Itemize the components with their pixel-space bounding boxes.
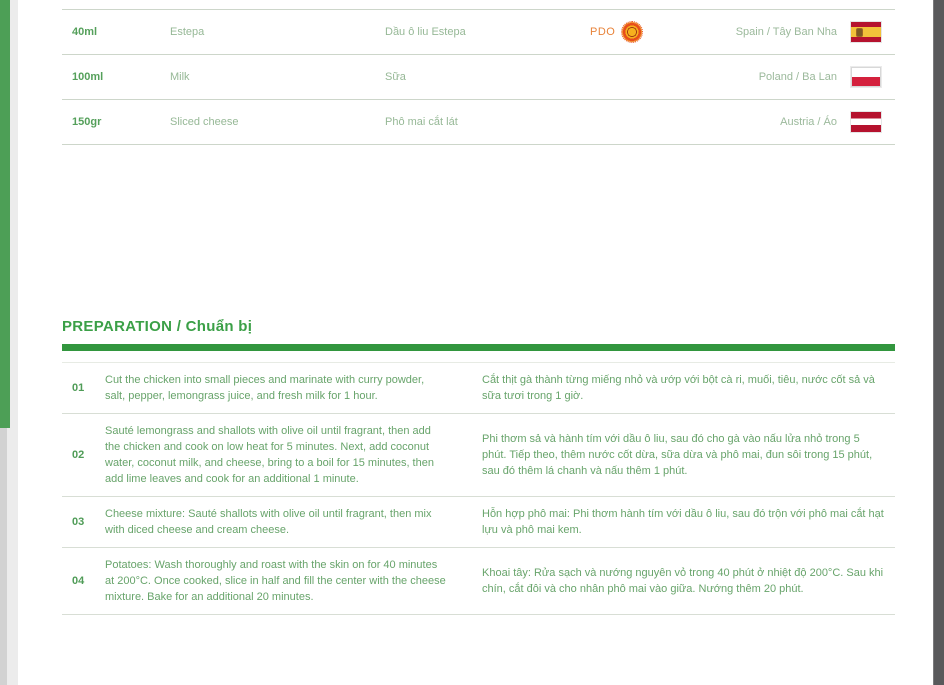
step-number: 03	[72, 516, 85, 528]
step-text-vi: Phi thơm sả và hành tím với dầu ô liu, sau đó cho gà vào nấu lửa nhỏ trong 5 phút. Tiếp theo, thêm nước cốt dừa, sữa dừa và phô mai, đun sôi trong 15 phút, sau đó thêm lá chanh và nấu thêm 1 phút.	[482, 433, 873, 477]
right-scrollbar[interactable]	[933, 0, 944, 685]
ingredient-quantity: 40ml	[72, 26, 98, 38]
ingredient-row-olive-oil	[62, 10, 895, 55]
ingredient-name-en: Sliced cheese	[170, 116, 239, 128]
ingredient-quantity: 100ml	[72, 71, 104, 83]
preparation-step-row	[62, 497, 895, 548]
left-gray-edge-bar	[0, 428, 7, 685]
pdo-label: PDO	[590, 26, 616, 38]
preparation-section-title: PREPARATION / Chuẩn bị	[62, 318, 253, 335]
ingredient-name-vi: Dầu ô liu Estepa	[385, 26, 466, 38]
step-text-en: Cut the chicken into small pieces and marinate with curry powder, salt, pepper, lemongrass juice, and fresh milk for 1 hour.	[105, 374, 425, 402]
step-number: 04	[72, 575, 85, 587]
ingredient-quantity: 150gr	[72, 116, 102, 128]
step-text-en: Cheese mixture: Sauté shallots with olive oil until fragrant, then mix with diced cheese and cream cheese.	[105, 508, 432, 536]
step-text-en: Sauté lemongrass and shallots with olive oil until fragrant, then add the chicken and cook on low heat for 5 minutes. Next, add coconut water, coconut milk, and cheese, bring to a boil for 15 minutes, then add lime leaves and cook for an additional 1 minute.	[105, 425, 434, 485]
ingredient-origin: Spain / Tây Ban Nha	[735, 26, 837, 38]
preparation-step-row	[62, 363, 895, 414]
spain-flag-icon	[851, 22, 881, 42]
preparation-title-underline	[62, 344, 895, 351]
pdo-badge-icon	[622, 22, 642, 42]
left-green-edge-bar	[0, 0, 10, 428]
step-text-en: Potatoes: Wash thoroughly and roast with the skin on for 40 minutes at 200°C. Once cooked, slice in half and fill the center with the cheese mixture. Bake for an additional 20 minutes.	[105, 559, 446, 603]
ingredient-name-vi: Phô mai cắt lát	[385, 116, 458, 128]
ingredient-row-sliced-cheese	[62, 100, 895, 145]
ingredient-name-vi: Sữa	[385, 71, 406, 83]
ingredient-name-en: Milk	[170, 71, 190, 83]
step-number: 01	[72, 382, 85, 394]
step-text-vi: Khoai tây: Rửa sạch và nướng nguyên vỏ trong 40 phút ở nhiệt độ 200°C. Sau khi chín, cắt đôi và cho nhân phô mai vào giữa. Nướng thêm 20 phút.	[482, 567, 884, 595]
austria-flag-icon	[851, 112, 881, 132]
preparation-step-row	[62, 414, 895, 497]
certification-cell	[590, 22, 700, 42]
preparation-steps-table	[62, 362, 895, 615]
ingredients-table	[62, 9, 895, 145]
ingredient-name-en: Estepa	[170, 26, 205, 38]
step-text-vi: Hỗn hợp phô mai: Phi thơm hành tím với dầu ô liu, sau đó trộn với phô mai cắt hạt lựu và phô mai kem.	[482, 508, 884, 536]
ingredient-row-milk	[62, 55, 895, 100]
poland-flag-icon	[851, 67, 881, 87]
ingredient-origin: Austria / Áo	[780, 116, 837, 128]
preparation-step-row	[62, 548, 895, 615]
step-number: 02	[72, 449, 85, 461]
ingredient-origin: Poland / Ba Lan	[758, 71, 837, 83]
step-text-vi: Cắt thịt gà thành từng miếng nhỏ và ướp với bột cà ri, muối, tiêu, nước cốt sả và sữa tươi trong 1 giờ.	[482, 374, 875, 402]
